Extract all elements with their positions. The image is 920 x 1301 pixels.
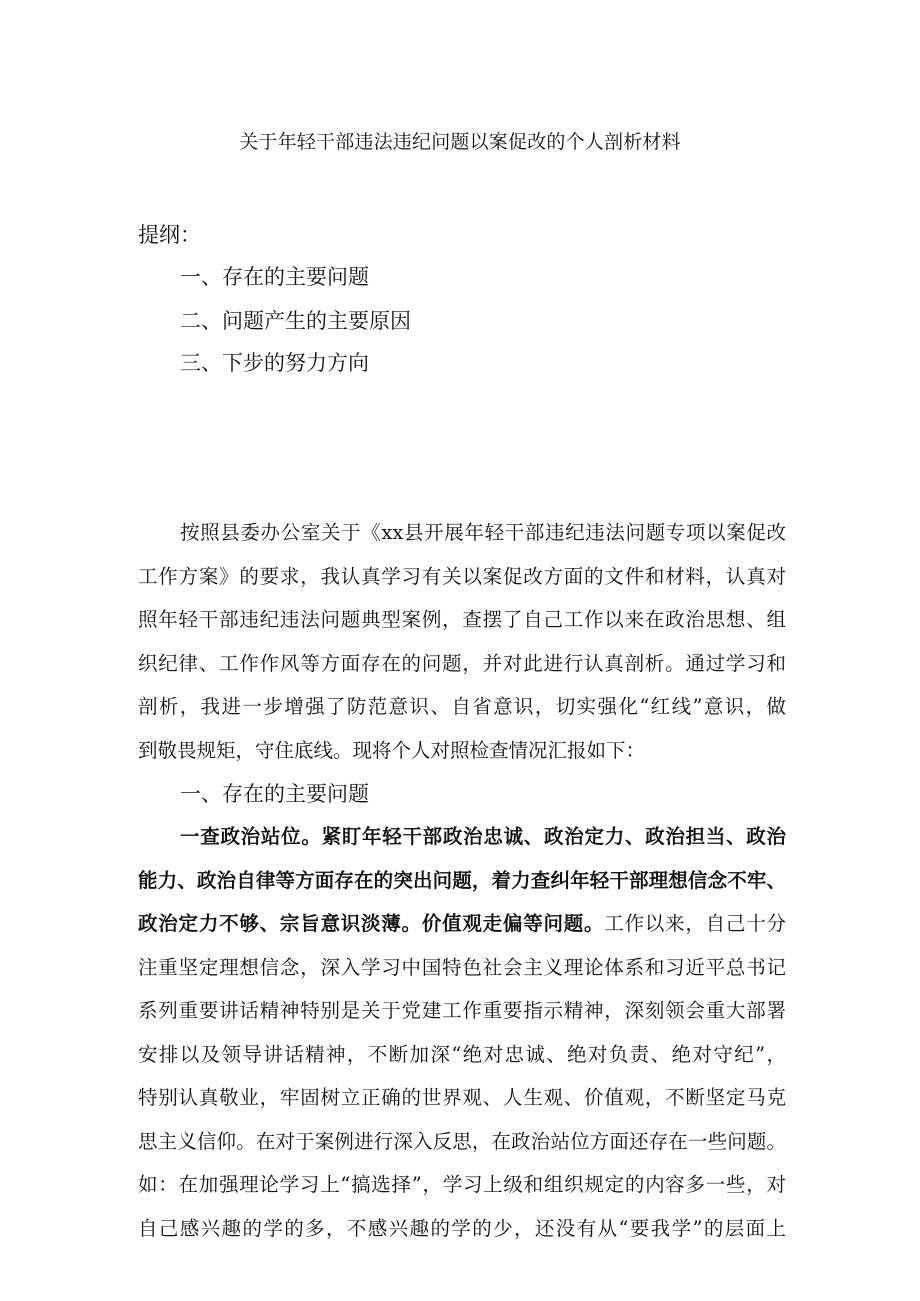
normal-text: 注重坚定理想信念，深入学习中国特色社会主义理论体系和习近平总书记	[138, 956, 786, 979]
normal-text: 思主义信仰。在对于案例进行深入反思，在政治站位方面还存在一些问题。	[138, 1130, 786, 1153]
section-heading: 一、存在的主要问题	[180, 782, 369, 806]
paragraph-line: 工作方案》的要求，我认真学习有关以案促改方面的文件和材料，认真对	[138, 565, 786, 588]
paragraph-line	[138, 1040, 786, 1070]
paragraph-line	[138, 996, 786, 1026]
paragraph-line	[180, 822, 786, 852]
paragraph-line	[138, 866, 786, 896]
document-title: 关于年轻干部违法违纪问题以案促改的个人剖析材料	[239, 131, 681, 153]
bold-text: 能力、政治自律等方面存在的突出问题，着力查纠年轻干部理想信念不牢、	[138, 869, 786, 892]
paragraph-line	[138, 909, 786, 939]
outline-item: 二、问题产生的主要原因	[180, 309, 411, 333]
bold-text: 一查政治站位。紧盯年轻干部政治忠诚、政治定力、政治担当、政治	[180, 825, 786, 848]
normal-text: 自己感兴趣的学的多，不感兴趣的学的少，还没有从“要我学”的层面上	[138, 1217, 786, 1240]
paragraph-line: 按照县委办公室关于《xx县开展年轻干部违纪违法问题专项以案促改	[180, 521, 786, 544]
normal-text: 安排以及领导讲话精神，不断加深“绝对忠诚、绝对负责、绝对守纪”，	[138, 1043, 786, 1066]
paragraph-line	[138, 953, 786, 983]
normal-text: 工作以来，自己十分	[604, 912, 786, 935]
paragraph-line: 剖析，我进一步增强了防范意识、自省意识，切实强化“红线”意识，做	[138, 695, 786, 718]
paragraph-line: 织纪律、工作作风等方面存在的问题，并对此进行认真剖析。通过学习和	[138, 652, 786, 675]
normal-text: 特别认真敬业，牢固树立正确的世界观、人生观、价值观，不断坚定马克	[138, 1086, 786, 1109]
paragraph-line	[138, 1127, 786, 1157]
outline-item: 一、存在的主要问题	[180, 265, 369, 289]
paragraph-line	[138, 1214, 786, 1244]
normal-text: 系列重要讲话精神特别是关于党建工作重要指示精神，深刻领会重大部署	[138, 999, 786, 1022]
paragraph-line: 照年轻干部违纪违法问题典型案例，查摆了自己工作以来在政治思想、组	[138, 608, 786, 631]
outline-label: 提纲：	[138, 223, 201, 247]
paragraph-line: 到敬畏规矩，守住底线。现将个人对照检查情况汇报如下：	[138, 739, 646, 762]
bold-text: 政治定力不够、宗旨意识淡薄。价值观走偏等问题。	[138, 912, 605, 935]
normal-text: 如：在加强理论学习上“搞选择”，学习上级和组织规定的内容多一些，对	[138, 1173, 786, 1196]
paragraph-line	[138, 1083, 786, 1113]
paragraph-line	[138, 1170, 786, 1200]
outline-item: 三、下步的努力方向	[180, 351, 369, 375]
